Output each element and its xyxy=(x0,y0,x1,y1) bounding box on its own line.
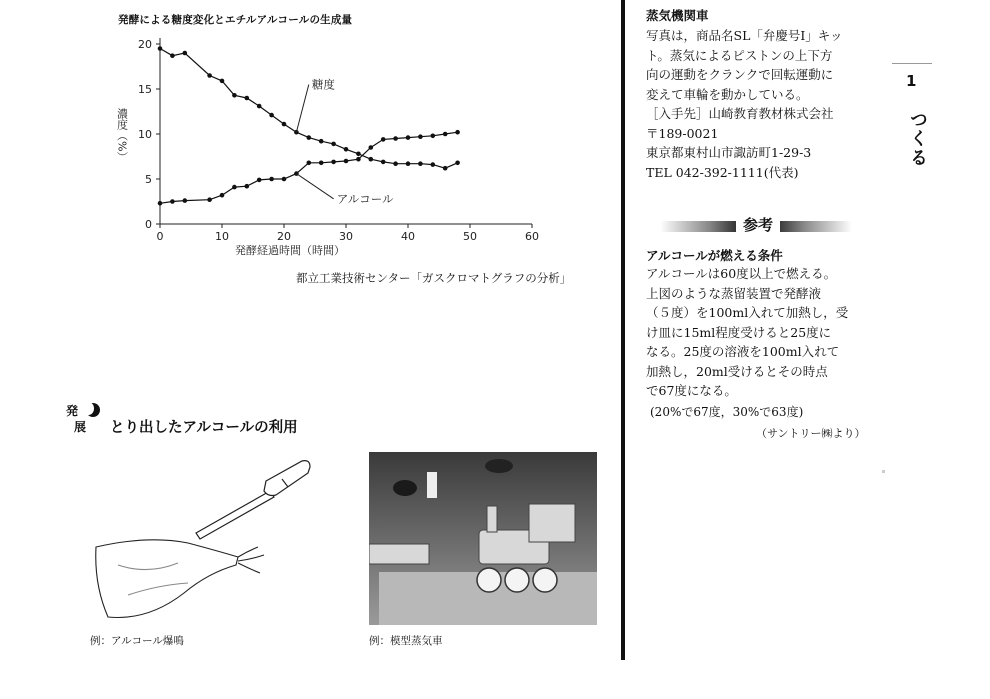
y-tick-label: 0 xyxy=(145,218,152,231)
data-point-1 xyxy=(431,134,436,139)
data-point-0 xyxy=(418,161,423,166)
steam-line: 東京都東村山市諏訪町1-29-3 xyxy=(646,145,812,160)
banner-bar-left xyxy=(660,221,742,232)
series-label: アルコール xyxy=(336,191,394,206)
model-steam-locomotive-photo xyxy=(369,452,597,625)
steam-line: 写真は，商品名SL「弁慶号I」キッ xyxy=(646,28,843,43)
data-point-0 xyxy=(282,122,287,127)
reference-label: 参考 xyxy=(736,214,780,235)
data-point-0 xyxy=(406,161,411,166)
data-point-1 xyxy=(418,134,423,139)
series-line-1 xyxy=(160,132,458,203)
steam-line: 〒189-0021 xyxy=(646,125,719,141)
data-point-1 xyxy=(381,137,386,142)
steam-line: TEL 042-392-1111(代表) xyxy=(646,164,799,180)
concentration-chart xyxy=(110,28,550,268)
x-tick-label: 10 xyxy=(215,230,229,243)
data-point-0 xyxy=(183,51,188,56)
hatten-label-2: 展 xyxy=(74,420,87,434)
banner-bar-right xyxy=(772,221,852,232)
x-tick-label: 40 xyxy=(401,230,415,243)
data-point-1 xyxy=(344,159,349,164)
data-point-0 xyxy=(455,161,460,166)
data-point-1 xyxy=(356,157,361,162)
data-point-1 xyxy=(406,135,411,140)
y-tick-label: 20 xyxy=(138,38,152,51)
data-point-1 xyxy=(170,199,175,204)
reference-text xyxy=(646,264,886,401)
caption-model-steam-car: 例：模型蒸気車 xyxy=(369,635,443,647)
data-point-0 xyxy=(245,96,250,101)
x-tick-label: 0 xyxy=(156,230,164,243)
data-point-0 xyxy=(331,142,336,147)
data-point-1 xyxy=(443,132,448,137)
series-line-0 xyxy=(160,49,458,169)
data-point-1 xyxy=(158,201,163,206)
chapter-label: つくる xyxy=(907,110,928,167)
reference-line: （５度）を100ml入れて加熱し，受 xyxy=(646,305,849,320)
x-tick-label: 60 xyxy=(525,230,539,243)
chart-source: 都立工業技術センター「ガスクロマトグラフの分析」 xyxy=(296,271,572,285)
data-point-1 xyxy=(220,193,225,198)
steam-line: 向の運動をクランクで回転運動に xyxy=(646,67,834,82)
label-leader-1 xyxy=(296,174,333,199)
data-point-1 xyxy=(257,178,262,183)
reference-line: け皿に15ml程度受けると25度に xyxy=(646,324,832,340)
reference-line: で67度になる。 xyxy=(646,383,737,398)
data-point-0 xyxy=(307,135,312,140)
data-point-1 xyxy=(183,198,188,203)
y-tick-label: 10 xyxy=(138,128,152,141)
chapter-number: 1 xyxy=(906,72,917,90)
data-point-0 xyxy=(170,53,175,58)
x-tick-label: 30 xyxy=(339,230,353,243)
data-point-0 xyxy=(369,157,374,162)
data-point-1 xyxy=(331,160,336,165)
reference-line: アルコールは60度以上で燃える。 xyxy=(646,266,837,281)
data-point-1 xyxy=(393,136,398,141)
steam-locomotive-text xyxy=(646,26,886,182)
reference-line: 上図のような蒸留装置で発酵液 xyxy=(646,285,822,301)
data-point-1 xyxy=(282,177,287,182)
reference-banner xyxy=(660,213,852,239)
column-divider xyxy=(621,0,625,660)
data-point-1 xyxy=(369,145,374,150)
x-axis-label: 発酵経過時間（時間） xyxy=(235,244,345,257)
data-point-0 xyxy=(381,160,386,165)
hatten-label-1: 発 xyxy=(66,404,79,418)
y-tick-label: 5 xyxy=(145,173,152,186)
steam-line: ［入手先］山崎教育教材株式会社 xyxy=(646,106,834,121)
scan-speck xyxy=(882,470,885,473)
chart-title: 発酵による糖度変化とエチルアルコールの生成量 xyxy=(118,14,353,26)
steam-locomotive-title: 蒸気機関車 xyxy=(646,8,709,23)
lighter-and-bag-illustration xyxy=(88,455,328,625)
y-axis-label: 濃度（%） xyxy=(115,108,129,163)
data-point-0 xyxy=(356,152,361,157)
plastic-bag-icon xyxy=(96,540,264,618)
caption-alcohol-explosion: 例：アルコール爆鳴 xyxy=(90,635,184,647)
x-tick-label: 50 xyxy=(463,230,477,243)
data-point-0 xyxy=(158,46,163,51)
reference-note: (20%で67度，30%で63度) xyxy=(650,405,804,419)
data-point-1 xyxy=(319,161,324,166)
data-point-0 xyxy=(220,79,225,84)
hatten-icon xyxy=(66,402,110,442)
reference-line: 加熱し，20ml受けるとその時点 xyxy=(646,363,828,379)
data-point-1 xyxy=(455,130,460,135)
data-point-1 xyxy=(207,197,212,202)
label-leader-0 xyxy=(296,85,308,133)
data-point-0 xyxy=(319,139,324,144)
moon-icon xyxy=(86,403,100,417)
reference-line: なる。25度の溶液を100ml入れて xyxy=(646,344,840,359)
data-point-0 xyxy=(344,147,349,152)
reference-credit: （サントリー㈱より） xyxy=(756,427,866,440)
data-point-0 xyxy=(443,166,448,171)
reference-title: アルコールが燃える条件 xyxy=(646,248,783,263)
data-point-0 xyxy=(232,93,237,98)
data-point-1 xyxy=(245,184,250,189)
x-tick-label: 20 xyxy=(277,230,291,243)
section-heading: とり出したアルコールの利用 xyxy=(110,420,298,436)
data-point-0 xyxy=(207,73,212,78)
steam-line: 変えて車輪を動かしている。 xyxy=(646,86,809,102)
lighter-icon xyxy=(196,461,310,539)
data-point-0 xyxy=(393,161,398,166)
data-point-1 xyxy=(269,177,274,182)
data-point-0 xyxy=(257,104,262,109)
y-tick-label: 15 xyxy=(138,83,152,96)
series-label: 糖度 xyxy=(311,77,335,92)
side-rule xyxy=(892,63,932,64)
data-point-0 xyxy=(269,113,274,118)
steam-line: ト。蒸気によるピストンの上下方 xyxy=(646,47,833,63)
data-point-1 xyxy=(232,185,237,190)
data-point-0 xyxy=(431,162,436,167)
data-point-1 xyxy=(307,161,312,166)
